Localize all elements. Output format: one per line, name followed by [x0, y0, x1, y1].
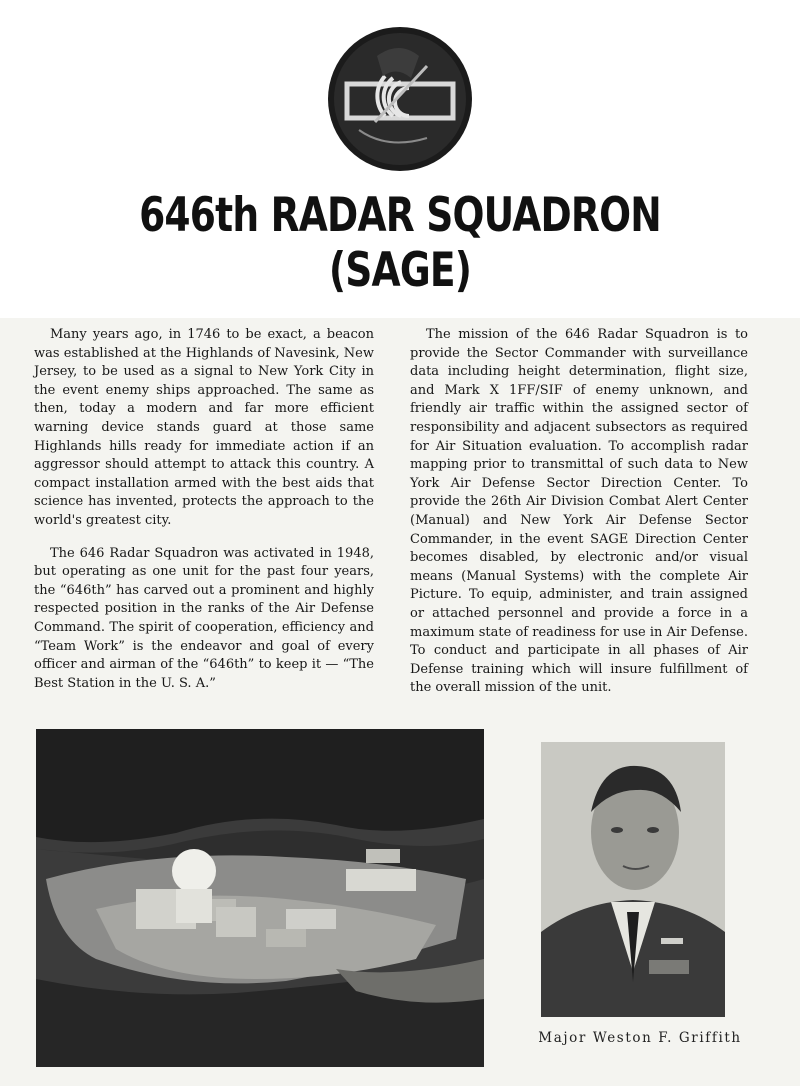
paragraph-history: Many years ago, in 1746 to be exact, a beacon was established at the Highlands of Navesink, New Jersey, to be used as a signal to New York City in the event enemy ships approached. The same as then, today a modern and far more efficient warning device stands guard at those same Highlands hills ready for immediate action if an aggressor should attempt to attack this country. A compact installation armed with the best aids that science has invented, protects the approach to the world's greatest city. — [34, 327, 374, 528]
paragraph-activation: The 646 Radar Squadron was activated in 1948, but operating as one unit for the past four years, the “646th” has carved out a prominent and highly respected position in the ranks of the Air Defense Command. The spirit of cooperation, efficiency and “Team Work” is the endeavor and goal of every officer and airman of the “646th” to keep it — “The Best Station in the U. S. A.” — [34, 545, 374, 691]
squadron-emblem — [327, 26, 473, 172]
portrait-photo — [541, 742, 725, 1017]
page-title: 646th RADAR SQUADRON (SAGE) — [139, 188, 661, 298]
right-column — [410, 326, 748, 712]
portrait-caption: Major Weston F. Griffith — [538, 1030, 742, 1046]
paragraph-mission: The mission of the 646 Radar Squadron is to provide the Sector Commander with surveillance data including height determination, flight size, and Mark X 1FF/SIF of enemy unknown, and friendly air traffic within the assigned sector of responsibility and adjacent subsectors as required for Air Situation evaluation. To accomplish radar mapping prior to transmittal of such data to New York Air Defense Sector Direction Center. To provide the 26th Air Division Combat Alert Center (Manual) and New York Air Defense Sector Commander, in the event SAGE Direction Center becomes disabled, by electronic and/or visual means (Manual Systems) with the complete Air Picture. To equip, administer, and train assigned or attached personnel and provide a force in a maximum state of readiness for use in Air Defense. To conduct and participate in all phases of Air Defense training which will insure fulfillment of the overall mission of the unit. — [410, 327, 748, 696]
radar-station-aerial-photo — [36, 729, 484, 1067]
left-column — [34, 326, 374, 707]
